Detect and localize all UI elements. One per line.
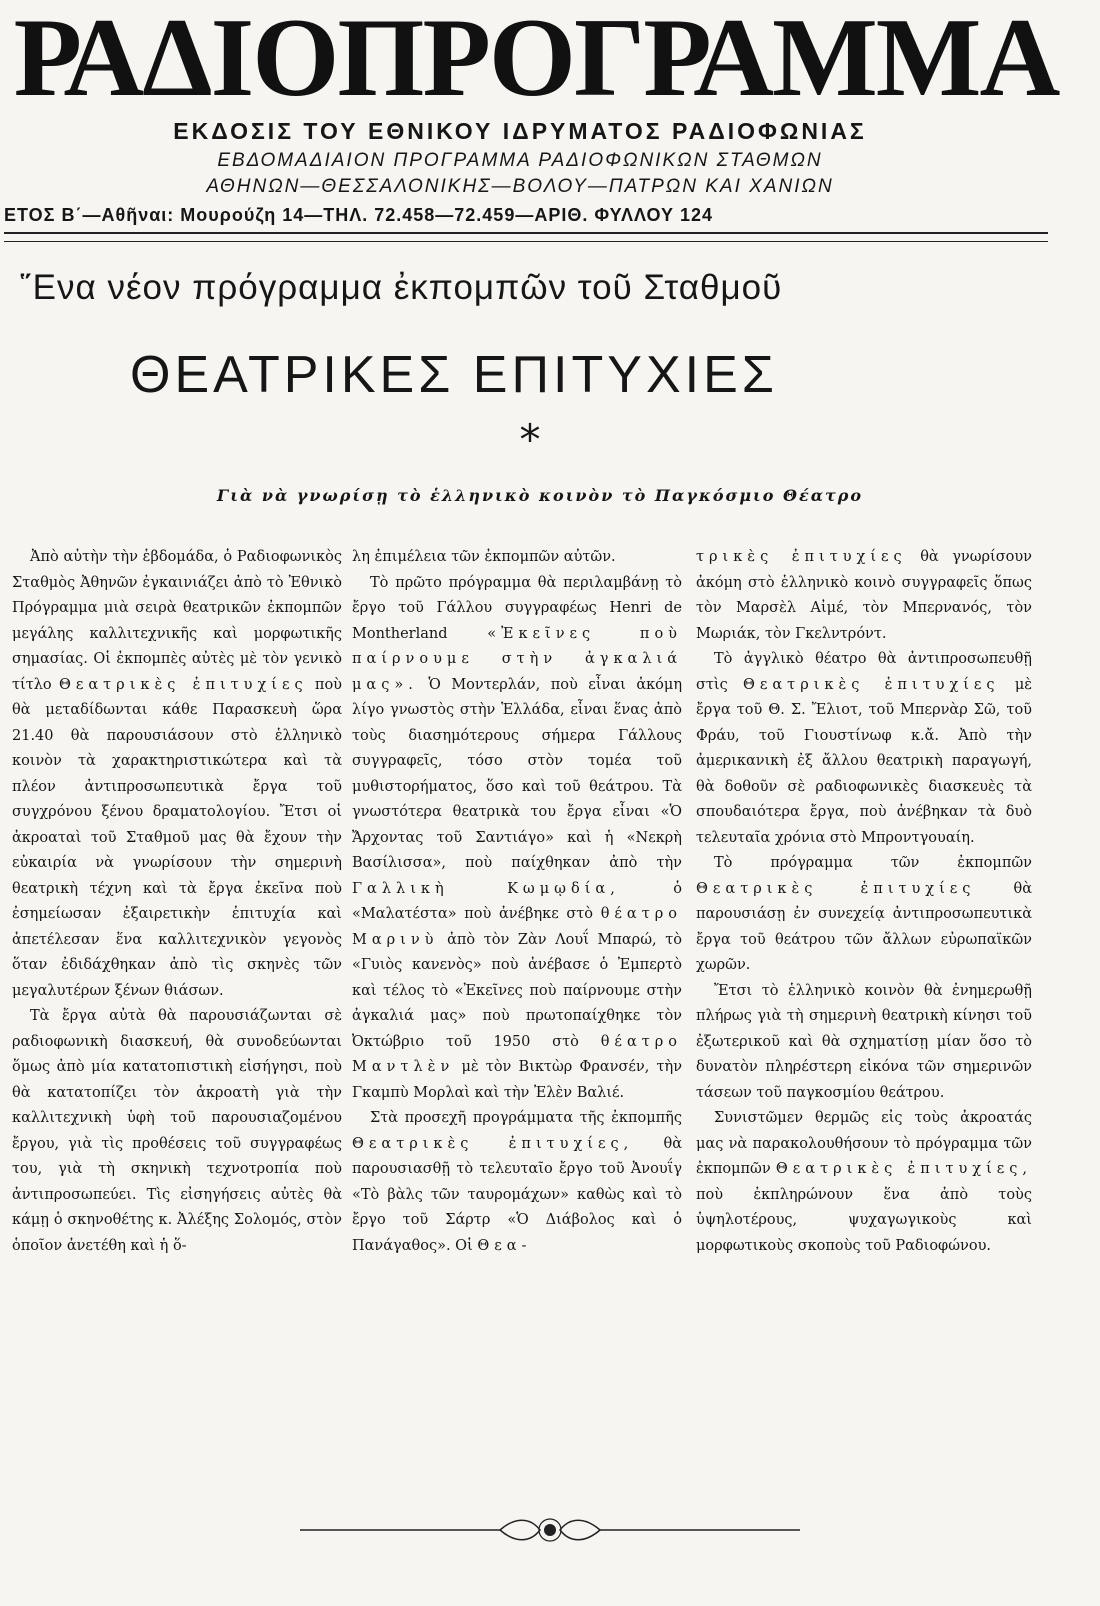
text: Στὰ προσεχῆ προγράμματα τῆς ἐκπομπῆς xyxy=(370,1110,682,1126)
text: ποὺ θὰ μεταδίδωνται κάθε Παρασκευὴ ὥρα 21.40 θὰ παρουσιάσουν στὸ ἑλληνικὸ κοινὸν τὰ χαρακτηριστικώτερα καὶ τὰ πλέον ἀντιπροσωπευτικὰ ἔργα τοῦ συγχρόνου ξένου δραματολογίου. Ἔτσι οἱ ἀκροαταὶ τοῦ Σταθμοῦ μας θὰ ἔχουν τὴν εὐκαιρία νὰ γνωρίσουν τὴν σημερινὴ θεατρικὴ τέχνη καὶ τὰ ἔργα ἐκεῖνα ποὺ ἐσημείωσαν ἐξαιρετικὴν ἐπιτυχία καὶ ἀπετέλεσαν ἕνα καλλιτεχνικὸν γεγονὸς ὅταν ἐδιδάχθηκαν ἀπὸ τὶς σκηνὲς τῶν μεγαλυτέρων ξένων θιάσων. xyxy=(12,676,342,999)
paragraph xyxy=(696,851,1032,979)
paragraph xyxy=(12,545,342,1004)
asterisk-ornament: * xyxy=(519,415,541,464)
text: ἀπὸ τὸν Ζὰν Λουΐ Μπαρώ, τὸ «Γυιὸς κανενὸς» ποὺ ἀνέβασε ὁ Ἐμπερτὸ καὶ τέλος τὸ «Ἐκεῖνες ποὺ παίρνουμε στὴν ἀγκαλιά μας» ποὺ πρωτοπαίχθηκε τὸν Ὀκτώβριο τοῦ 1950 στὸ xyxy=(352,931,682,1050)
text: ὁ «Μαλατέστα» ποὺ ἀνέβηκε στὸ xyxy=(352,880,682,922)
program-title: Θεατρικὲς ἐπιτυχίες xyxy=(742,676,1000,693)
masthead-rule xyxy=(4,232,1048,234)
text: θὰ παρουσιασθῇ τὸ τελευταῖο ἔργο τοῦ Ἀνουΐγ «Τὸ βὰλς τῶν ταυρομάχων» καθὼς καὶ τὸ ἔργο τοῦ Σάρτρ «Ὁ Διάβολος καὶ ὁ Πανάγαθος». Οἱ xyxy=(352,1135,682,1254)
text: Τὸ πρόγραμμα τῶν ἐκπομπῶν xyxy=(714,855,1032,871)
theatre-name: θέατρο Μαντλὲν xyxy=(352,1033,682,1075)
program-title: Θεατρικὲς ἐπιτυχίες, xyxy=(775,1161,1032,1177)
masthead-subtitle-2: ΑΘΗΝΩΝ—ΘΕΣΣΑΛΟΝΙΚΗΣ—ΒΟΛΟΥ—ΠΑΤΡΩΝ ΚΑΙ ΧΑΝΙΩΝ xyxy=(206,176,834,197)
text: Ἀπὸ αὐτὴν τὴν ἑβδομάδα, ὁ Ραδιοφωνικὸς Σταθμὸς Ἀθηνῶν ἐγκαινιάζει ἀπὸ τὸ Ἐθνικὸ Πρόγραμμα μιὰ σειρὰ θεατρικῶν ἐκπομπῶν μεγάλης καλλιτεχνικῆς καὶ μορφωτικῆς σημασίας. Οἱ ἐκπομπὲς αὐτὲς μὲ τὸν γενικὸ τίτλο xyxy=(12,549,342,693)
article-column-2 xyxy=(352,545,682,1545)
program-title: Θεατρικὲς ἐπιτυχίες xyxy=(58,676,308,693)
paragraph xyxy=(696,545,1032,647)
text: μὲ ἔργα τοῦ Θ. Σ. Ἔλιοτ, τοῦ Μπερνὰρ Σῶ, τοῦ Φράυ, τοῦ Γιουστίνωφ κ.ἄ. Ἀπὸ τὴν ἀμερικανικὴ ἐξ ἄλλου θεατρικὴ παραγωγή, θὰ δοθοῦν σὲ ραδιοφωνικὲς διασκευὲς τὰ σπουδαιότερα ἔργα, ποὺ ἀνέβηκαν τὰ δυὸ τελευταῖα χρόνια στὸ Μπροντγουαίη. xyxy=(696,676,1032,846)
masthead-title: ΡΑΔΙΟΠΡΟΓΡΑΜΜΑ xyxy=(13,0,1059,120)
paragraph: Ἔτσι τὸ ἑλληνικὸ κοινὸν θὰ ἐνημερωθῇ πλήρως γιὰ τὴ σημερινὴ θεατρικὴ κίνησι τοῦ ἐξωτερικοῦ καὶ θὰ σχηματίσῃ μίαν ὅσο τὸ δυνατὸν πληρέστερη εἰκόνα τῶν σημερινῶν τάσεων τοῦ παγκοσμίου θεάτρου. xyxy=(696,982,1032,1101)
issue-info-line: ΕΤΟΣ Β΄—Αθῆναι: Μουρούζη 14—ΤΗΛ. 72.458—72.459—ΑΡΙΘ. ΦΥΛΛΟΥ 124 xyxy=(4,205,714,225)
text: Ὁ Μοντερλάν, ποὺ εἶναι ἀκόμη λίγο γνωστὸς στὴν Ἑλλάδα, εἶναι ἕνας ἀπὸ τοὺς διασημότερους σήμερα Γάλλους συγγραφεῖς, τόσο στὸν τομέα τοῦ μυθιστορήματος, ὅσο καὶ τοῦ θεάτρου. Τὰ γνωστότερα θεατρικὰ του ἔργα εἶναι «Ὁ Ἄρχοντας τοῦ Σαντιάγο» καὶ ἡ «Νεκρὴ Βασίλισσα», ποὺ παίχθηκαν ἀπὸ τὴν xyxy=(352,676,682,871)
text: Τὸ ἀγγλικὸ θέατρο θὰ ἀντιπροσωπευθῇ στὶς xyxy=(696,651,1032,693)
text: θὰ γνωρίσουν ἀκόμη στὸ ἑλληνικὸ κοινὸ συγγραφεῖς ὅπως τὸν Μαρσὲλ Αἰμέ, τὸν Μπερνανός, τὸν Μωριάκ, τὸν Γκελντρόντ. xyxy=(696,549,1032,642)
program-title: Θεατρικὲς ἐπιτυχίες, xyxy=(352,1135,634,1152)
theatre-name: Γαλλικὴ Κωμῳδία, xyxy=(352,880,620,897)
text: μὲ τὸν Βικτὼρ Φρανσέν, τὴν Γκαμπὺ Μορλαὶ καὶ τὴν Ἐλὲν Βαλιέ. xyxy=(352,1059,682,1101)
masthead-subtitle-1: ΕΒΔΟΜΑΔΙΑΙΟΝ ΠΡΟΓΡΑΜΜΑ ΡΑΔΙΟΦΩΝΙΚΩΝ ΣΤΑΘΜΩΝ xyxy=(217,150,823,171)
paragraph: λη ἐπιμέλεια τῶν ἐκπομπῶν αὐτῶν. xyxy=(352,549,616,565)
article-column-3 xyxy=(696,545,1032,1545)
paragraph: Τὰ ἔργα αὐτὰ θὰ παρουσιάζωνται σὲ ραδιοφωνικὴ διασκευή, θὰ συνοδεύωνται ὅμως ἀπὸ μία κατατοπιστικὴ εἰσήγησι, ποὺ θὰ κατατοπίζει τὸν ἀκροατὴ γιὰ τὴν καλλιτεχνικὴ ὑφὴ τοῦ παρουσιαζομένου ἔργου, γιὰ τὶς προθέσεις τοῦ συγγραφέως του, γιὰ τὴ σκηνικὴ τεχνοτροπία ποὺ ἀντιπροσωπεύει. Τὶς εἰσηγήσεις αὐτὲς θὰ κάμῃ ὁ σκηνοθέτης κ. Ἀλέξης Σολομός, στὸν ὁποῖον ἀνετέθη καὶ ἡ ὅ- xyxy=(12,1008,342,1254)
masthead-rule-thin xyxy=(4,241,1048,242)
theatre-name: θέατρο Μαρινὺ xyxy=(352,906,682,948)
decorative-rule-ornament xyxy=(300,1515,800,1545)
article-subtitle: Γιὰ νὰ γνωρίσῃ τὸ ἑλληνικὸ κοινὸν τὸ Παγκόσμιο Θέατρο xyxy=(216,486,864,505)
text: ποὺ ἐκπληρώνουν ἕνα ἀπὸ τοὺς ὑψηλοτέρους, ψυχαγωγικοὺς καὶ μορφωτικοὺς σκοποὺς τοῦ Ραδιοφώνου. xyxy=(696,1186,1032,1254)
paragraph xyxy=(696,1106,1032,1259)
text: Συνιστῶμεν θερμῶς εἰς τοὺς ἀκροατάς μας νὰ παρακολουθήσουν τὸ πρόγραμμα τῶν ἐκπομπῶν xyxy=(696,1110,1032,1177)
text: Τὸ πρῶτο πρόγραμμα θὰ περιλαμβάνῃ τὸ ἔργο τοῦ Γάλλου συγγραφέως Henri de Montherland xyxy=(352,574,682,642)
program-title: Θεα- xyxy=(477,1237,532,1254)
article-title: ΘΕΑΤΡΙΚΕΣ ΕΠΙΤΥΧΙΕΣ xyxy=(130,346,778,404)
program-title: τρικὲς ἐπιτυχίες xyxy=(696,549,907,565)
paragraph xyxy=(696,647,1032,851)
text: θὰ παρουσιάσῃ ἐν συνεχείᾳ ἀντιπροσωπευτικὰ ἔργα τοῦ θεάτρου τῶν ἄλλων εὐρωπαϊκῶν χωρῶν. xyxy=(696,880,1032,973)
article-kicker: ῞Ενα νέον πρόγραμμα ἐκπομπῶν τοῦ Σταθμοῦ xyxy=(20,268,783,307)
paragraph xyxy=(352,571,682,1107)
program-title: Θεατρικὲς ἐπιτυχίες xyxy=(696,880,976,897)
paragraph xyxy=(352,1106,682,1259)
publisher-line: ΕΚΔΟΣΙΣ ΤΟΥ ΕΘΝΙΚΟΥ ΙΔΡΥΜΑΤΟΣ ΡΑΔΙΟΦΩΝΙΑΣ xyxy=(173,118,867,144)
play-title: «Ἐκεῖνες ποὺ παίρνουμε στὴν ἀγκαλιά μας». xyxy=(352,625,682,693)
article-column-1 xyxy=(12,545,342,1545)
